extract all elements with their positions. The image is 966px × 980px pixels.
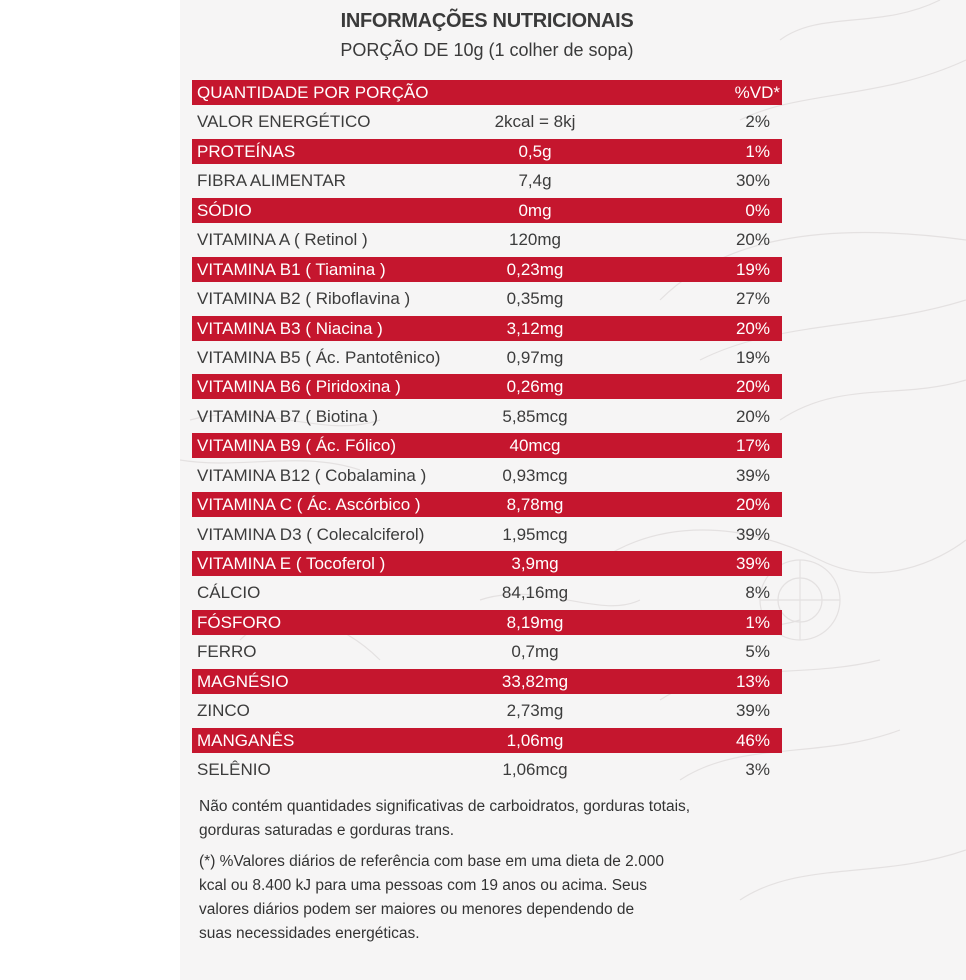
- nutrient-amount: 1,95mcg: [502, 524, 568, 544]
- nutrient-amount: 2,73mg: [506, 701, 564, 721]
- nutrient-vd: 19%: [735, 259, 770, 279]
- footnote-line: (*) %Valores diários de referência com base em uma dieta de 2.000: [199, 853, 664, 870]
- nutrient-name: VITAMINA B2 ( Riboflavina ): [197, 289, 411, 309]
- table-row: [192, 139, 782, 164]
- nutrient-vd: 20%: [735, 406, 770, 426]
- label-title: INFORMAÇÕES NUTRICIONAIS: [340, 10, 634, 32]
- nutrient-amount: 40mcg: [509, 436, 561, 456]
- nutrient-amount: 1,06mcg: [502, 760, 568, 780]
- nutrient-vd: 0%: [745, 200, 770, 220]
- table-row: [192, 198, 782, 223]
- table-header-row: [192, 80, 782, 105]
- portion-text: PORÇÃO DE 10g (1 colher de sopa): [340, 40, 634, 60]
- nutrient-name: MANGANÊS: [197, 730, 295, 750]
- nutrient-amount: 33,82mg: [501, 671, 569, 691]
- nutrient-vd: 39%: [735, 465, 770, 485]
- table-row: [192, 639, 782, 664]
- nutrient-vd: 5%: [745, 642, 770, 662]
- nutrient-amount: 2kcal = 8kj: [494, 112, 576, 132]
- nutrient-amount: 120mg: [509, 230, 561, 250]
- nutrient-vd: 20%: [735, 230, 770, 250]
- header-quantity: QUANTIDADE POR PORÇÃO: [197, 83, 429, 102]
- note-line: gorduras saturadas e gorduras trans.: [199, 822, 455, 839]
- nutrient-amount: 0,5g: [518, 141, 552, 161]
- nutrient-name: VITAMINA B5 ( Ác. Pantotênico): [197, 347, 441, 367]
- nutrient-amount: 1,06mg: [506, 730, 564, 750]
- nutrient-amount: 3,9mg: [511, 554, 559, 573]
- nutrient-vd: 8%: [745, 583, 770, 603]
- nutrient-name: MAGNÉSIO: [197, 671, 289, 691]
- nutrient-name: VITAMINA D3 ( Colecalciferol): [197, 524, 425, 544]
- nutrient-vd: 39%: [735, 701, 770, 721]
- nutrient-vd: 1%: [745, 141, 770, 161]
- nutrient-name: FERRO: [197, 642, 257, 662]
- nutrient-vd: 39%: [735, 554, 770, 573]
- nutrient-amount: 0,93mcg: [502, 465, 568, 485]
- nutrient-vd: 39%: [735, 524, 770, 544]
- nutrient-name: CÁLCIO: [197, 583, 261, 603]
- nutrient-amount: 0,97mg: [506, 347, 564, 367]
- table-row: [192, 109, 782, 134]
- nutrient-amount: 8,19mg: [506, 612, 564, 632]
- footnote-line: suas necessidades energéticas.: [199, 925, 420, 942]
- nutrient-vd: 20%: [735, 377, 770, 397]
- nutrient-amount: 0,7mg: [511, 642, 559, 662]
- nutrient-name: VITAMINA C ( Ác. Ascórbico ): [197, 495, 421, 515]
- table-row: [192, 610, 782, 635]
- nutrient-vd: 3%: [745, 760, 770, 780]
- nutrient-name: VITAMINA B12 ( Cobalamina ): [197, 465, 427, 485]
- nutrient-amount: 3,12mg: [506, 318, 564, 338]
- table-row: [192, 757, 782, 782]
- note-line: Não contém quantidades significativas de carboidratos, gorduras totais,: [199, 798, 691, 815]
- footnote-line: valores diários podem ser maiores ou menores dependendo de: [199, 901, 635, 918]
- notes: [199, 795, 769, 953]
- nutrient-name: VITAMINA B1 ( Tiamina ): [197, 259, 386, 279]
- table-row: [192, 728, 782, 753]
- nutrient-name: VITAMINA A ( Retinol ): [197, 230, 368, 250]
- table-row: [192, 404, 782, 429]
- nutrient-vd: 27%: [735, 289, 770, 309]
- nutrient-vd: 2%: [745, 112, 770, 132]
- nutrient-name: VITAMINA B3 ( Niacina ): [197, 318, 383, 338]
- nutrient-amount: 0mg: [518, 200, 552, 220]
- nutrient-name: SÓDIO: [197, 200, 252, 220]
- table-row: [192, 551, 782, 576]
- nutrient-amount: 84,16mg: [501, 583, 569, 603]
- nutrient-name: VITAMINA E ( Tocoferol ): [197, 554, 386, 573]
- nutrient-name: VALOR ENERGÉTICO: [197, 112, 371, 132]
- nutrient-vd: 19%: [735, 347, 770, 367]
- table-row: [192, 345, 782, 370]
- nutrient-vd: 1%: [745, 612, 770, 632]
- nutrient-vd: 20%: [735, 495, 770, 515]
- nutrient-amount: 7,4g: [518, 171, 552, 191]
- table-row: [192, 374, 782, 399]
- nutrient-name: VITAMINA B9 ( Ác. Fólico): [197, 436, 397, 456]
- table-row: [192, 433, 782, 458]
- nutrient-name: VITAMINA B7 ( Biotina ): [197, 406, 379, 426]
- table-row: [192, 669, 782, 694]
- nutrient-vd: 13%: [735, 671, 770, 691]
- table-row: [192, 168, 782, 193]
- nutrient-name: VITAMINA B6 ( Piridoxina ): [197, 377, 401, 397]
- nutrition-table: [192, 80, 782, 787]
- nutrient-amount: 0,23mg: [506, 259, 564, 279]
- table-row: [192, 698, 782, 723]
- header-vd: %VD*: [734, 83, 780, 102]
- table-row: [192, 463, 782, 488]
- table-row: [192, 522, 782, 547]
- nutrient-vd: 17%: [735, 436, 770, 456]
- footnote-line: kcal ou 8.400 kJ para uma pessoas com 19 anos ou acima. Seus: [199, 877, 648, 894]
- table-row: [192, 257, 782, 282]
- nutrient-name: ZINCO: [197, 701, 250, 721]
- table-row: [192, 316, 782, 341]
- nutrient-amount: 0,35mg: [506, 289, 564, 309]
- nutrient-amount: 0,26mg: [506, 377, 564, 397]
- nutrient-name: PROTEÍNAS: [197, 141, 296, 161]
- nutrient-vd: 46%: [735, 730, 770, 750]
- nutrient-amount: 8,78mg: [506, 495, 564, 515]
- nutrient-name: FIBRA ALIMENTAR: [197, 171, 346, 191]
- table-row: [192, 286, 782, 311]
- table-row: [192, 580, 782, 605]
- table-row: [192, 227, 782, 252]
- nutrient-vd: 30%: [735, 171, 770, 191]
- nutrient-vd: 20%: [735, 318, 770, 338]
- nutrient-amount: 5,85mcg: [502, 406, 568, 426]
- nutrient-name: SELÊNIO: [197, 760, 271, 780]
- table-row: [192, 492, 782, 517]
- nutrient-name: FÓSFORO: [197, 612, 282, 632]
